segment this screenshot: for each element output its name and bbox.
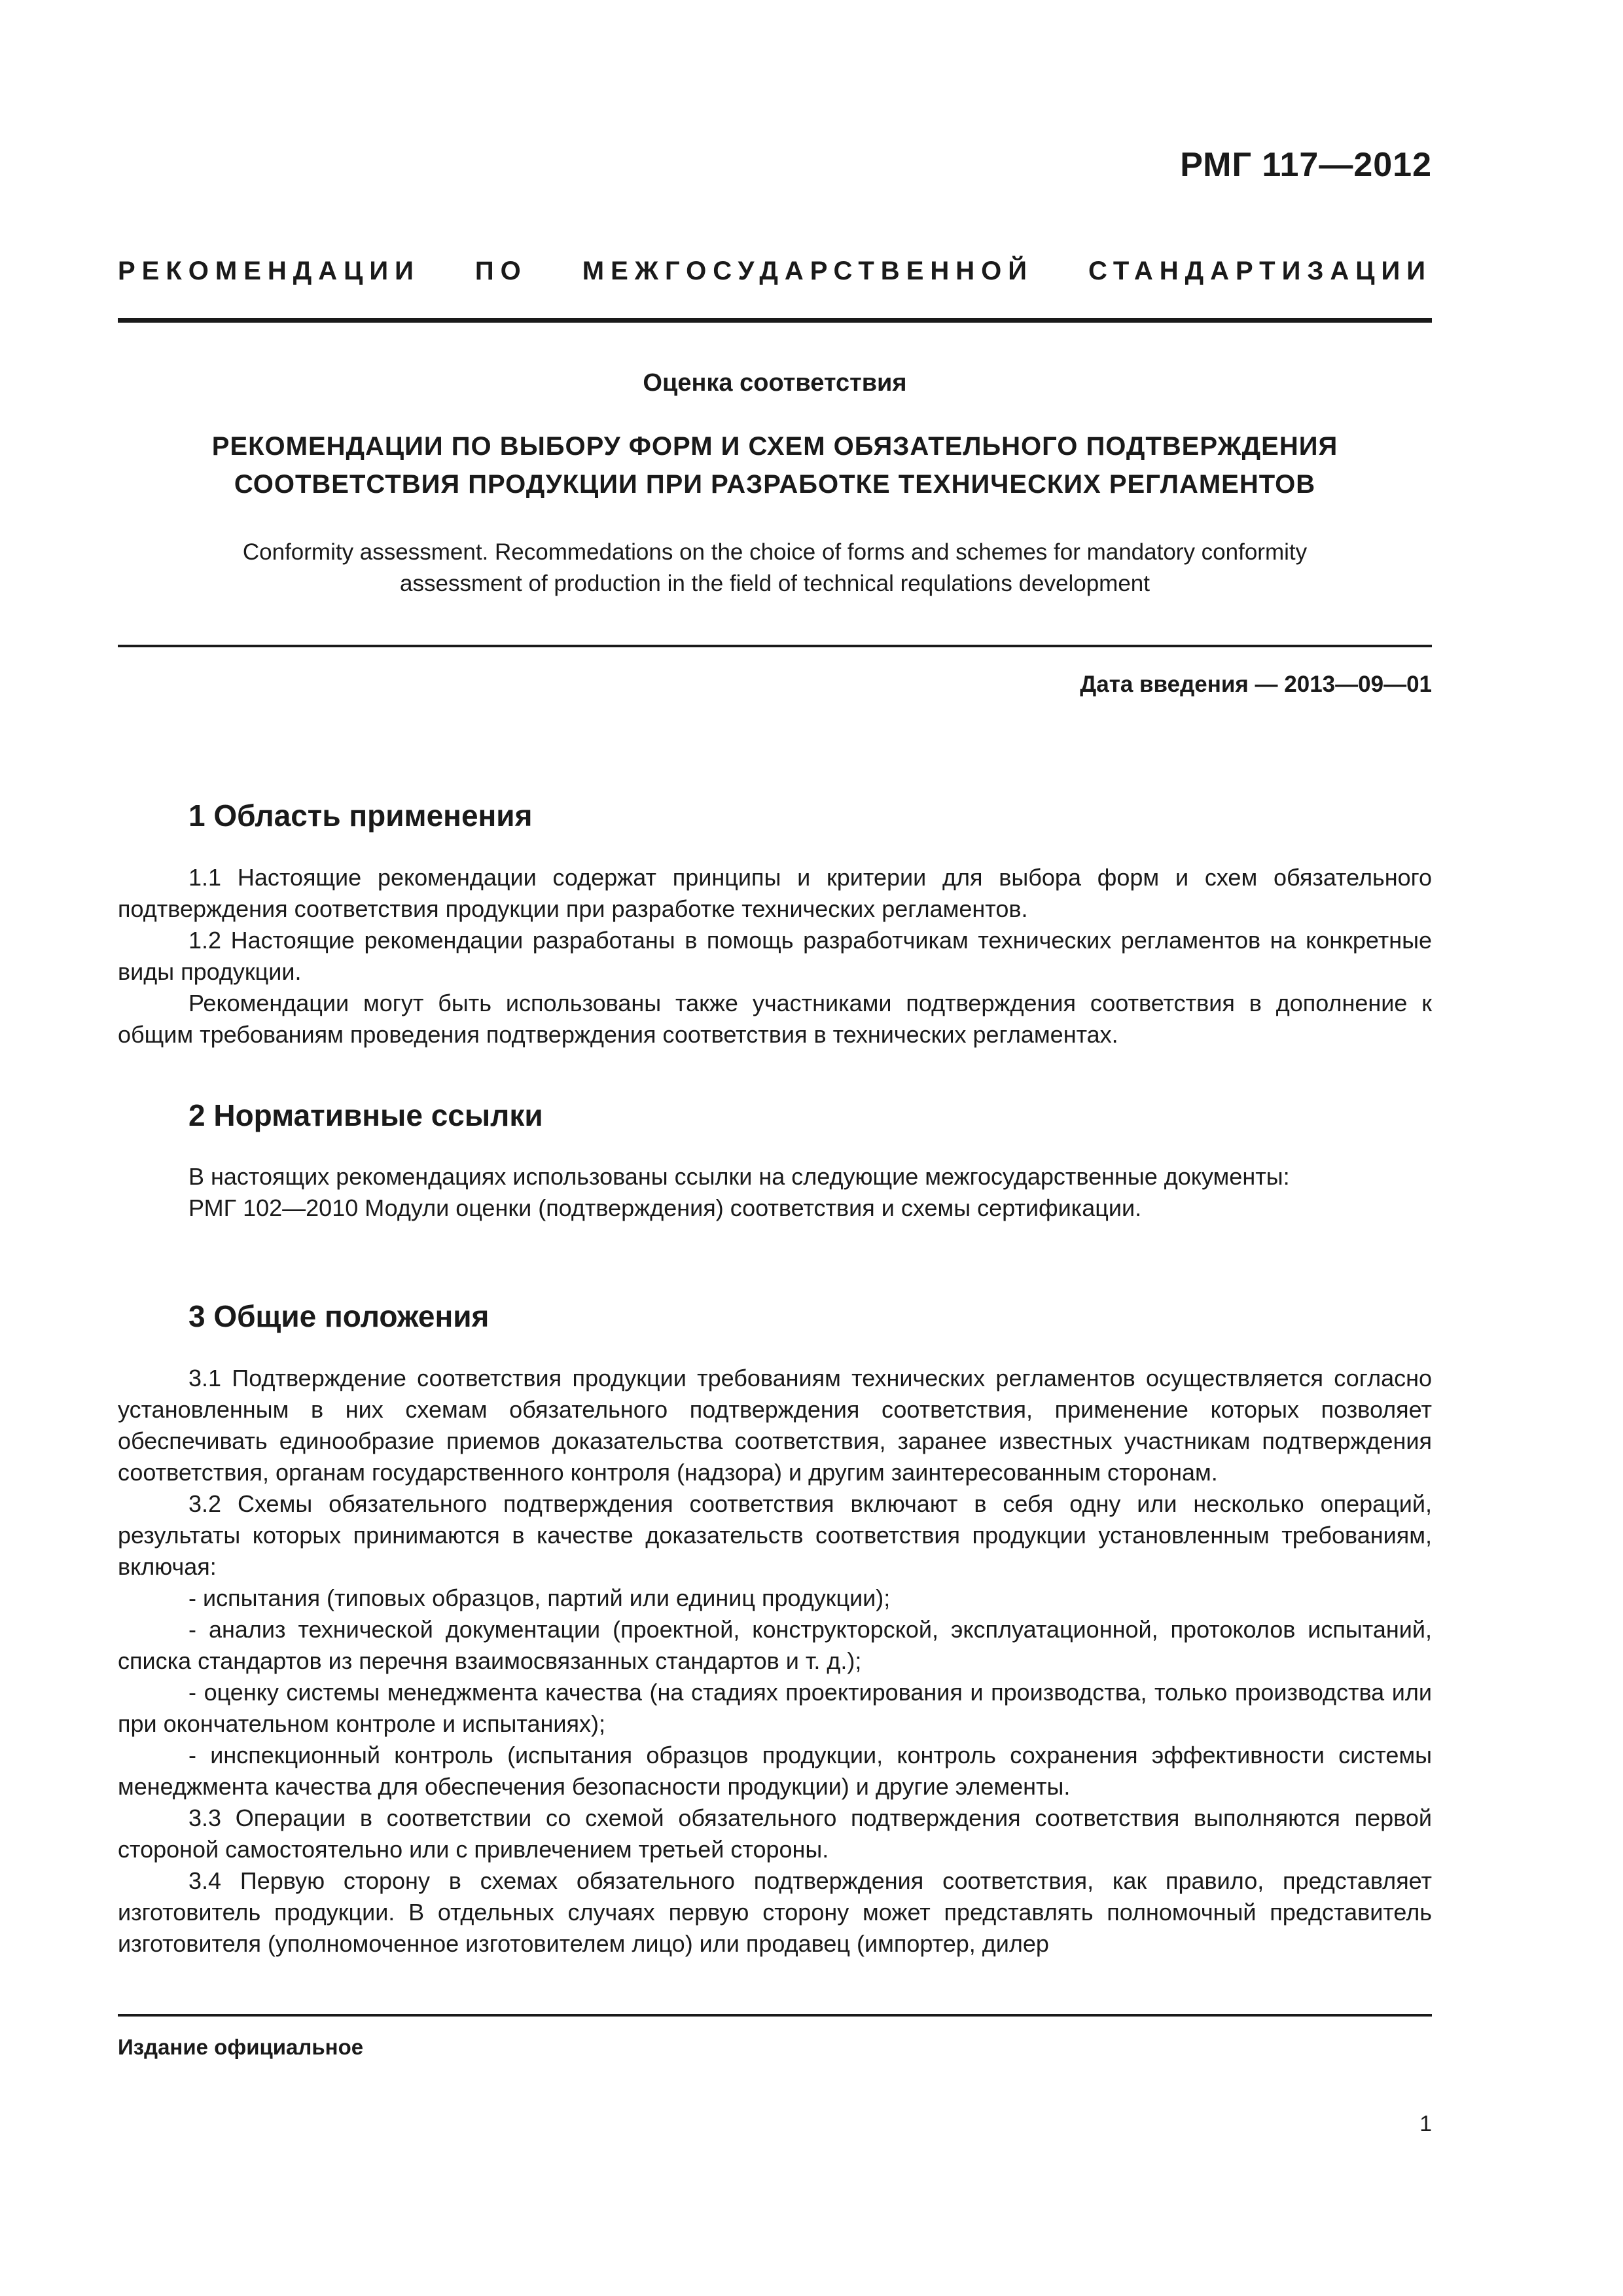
title-line-2: СООТВЕТСТВИЯ ПРОДУКЦИИ ПРИ РАЗРАБОТКЕ ТЕХНИЧЕСКИХ РЕГЛАМЕНТОВ	[234, 470, 1316, 499]
paragraph: 3.1 Подтверждение соответствия продукции требованиям технических регламентов осуществляется согласно установленным в них схемам обязательного подтверждения соответствия, применение которых позволяет обеспечивать единообразие приемов доказательства соответствия, заранее известных участникам подтверждения соответствия, органам государственного контроля (надзора) и другим заинтересованным сторонам.	[118, 1365, 1432, 1486]
paragraph: 3.3 Операции в соответствии со схемой обязательного подтверждения соответствия выполняются первой стороной самостоятельно или с привлечением третьей стороны.	[118, 1804, 1432, 1863]
document-series: РЕКОМЕНДАЦИИ ПО МЕЖГОСУДАРСТВЕННОЙ СТАНДАРТИЗАЦИИ	[118, 257, 1432, 285]
paragraph: РМГ 102—2010 Модули оценки (подтверждения) соответствия и схемы сертификации.	[188, 1194, 1142, 1221]
paragraph: 1.1 Настоящие рекомендации содержат принципы и критерии для выбора форм и схем обязательного подтверждения соответствия продукции при разработке технических регламентов.	[118, 864, 1432, 922]
document-number: РМГ 117—2012	[1180, 146, 1432, 184]
english-title-line-1: Conformity assessment. Recommedations on the choice of forms and schemes for mandatory conformity	[242, 539, 1308, 565]
section-3-body	[118, 1363, 1432, 1960]
paragraph: 3.2 Схемы обязательного подтверждения соответствия включают в себя одну или несколько операций, результаты которых принимаются в качестве доказательств соответствия продукции установленным требованиям, включая:	[118, 1490, 1432, 1580]
english-title	[170, 537, 1380, 600]
paragraph: 1.2 Настоящие рекомендации разработаны в помощь разработчикам технических регламентов на конкретные виды продукции.	[118, 927, 1432, 985]
list-item: - испытания (типовых образцов, партий или единиц продукции);	[188, 1585, 891, 1611]
paragraph: Рекомендации могут быть использованы также участниками подтверждения соответствия в дополнение к общим требованиям проведения подтверждения соответствия в технических регламентах.	[118, 990, 1432, 1048]
edition-label: Издание официальное	[118, 2035, 364, 2059]
page-number: 1	[1419, 2111, 1432, 2136]
paragraph: В настоящих рекомендациях использованы ссылки на следующие межгосударственные документы:	[188, 1163, 1290, 1190]
header-rule	[118, 318, 1432, 323]
list-item: - инспекционный контроль (испытания образцов продукции, контроль сохранения эффективности системы менеджмента качества для обеспечения безопасности продукции) и другие элементы.	[118, 1742, 1432, 1800]
title-rule	[118, 645, 1432, 647]
title-line-1: РЕКОМЕНДАЦИИ ПО ВЫБОРУ ФОРМ И СХЕМ ОБЯЗАТЕЛЬНОГО ПОДТВЕРЖДЕНИЯ	[211, 432, 1338, 461]
section-2-body	[118, 1161, 1432, 1224]
english-title-line-2: assessment of production in the field of technical requlations development	[400, 571, 1150, 596]
section-1-heading: 1 Область применения	[188, 798, 533, 833]
document-title	[118, 427, 1432, 503]
list-item: - оценку системы менеджмента качества (на стадиях проектирования и производства, только производства или при окончательном контроле и испытаниях);	[118, 1679, 1432, 1737]
introduction-date: Дата введения — 2013—09—01	[1080, 672, 1432, 697]
section-2-heading: 2 Нормативные ссылки	[188, 1098, 543, 1132]
section-1-body	[118, 862, 1432, 1050]
paragraph: 3.4 Первую сторону в схемах обязательного подтверждения соответствия, как правило, представляет изготовитель продукции. В отдельных случаях первую сторону может представлять полномочный представитель изготовителя (уполномоченное изготовителем лицо) или продавец (импортер, дилер	[118, 1867, 1432, 1957]
section-3-heading: 3 Общие положения	[188, 1299, 490, 1333]
list-item: - анализ технической документации (проектной, конструкторской, эксплуатационной, протоколов испытаний, списка стандартов из перечня взаимосвязанных стандартов и т. д.);	[118, 1616, 1432, 1674]
footer-rule	[118, 2014, 1432, 2017]
section-label: Оценка соответствия	[643, 369, 907, 397]
